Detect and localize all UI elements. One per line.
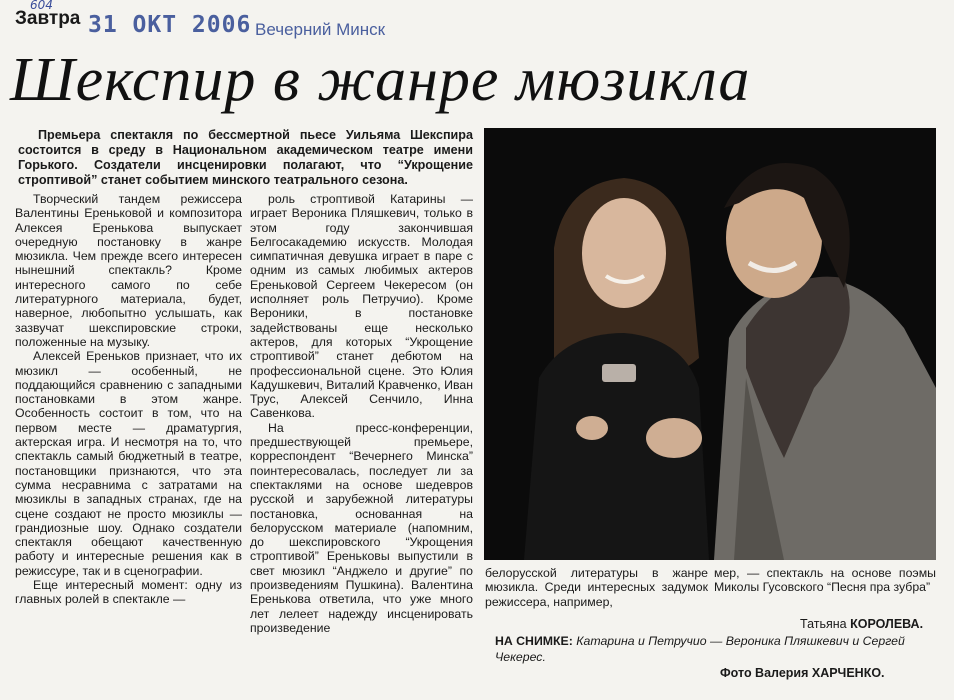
paragraph: мер, — спектакль на основе поэмы Миколы Гусовского “Песня пра зубра” [714,566,936,595]
photo-credit: Фото Валерия ХАРЧЕНКО. [720,666,885,680]
caption-text: Катарина и Петручио — Вероника Пляшкевич и Сергей Чекерес. [495,634,905,664]
article-lead: Премьера спектакля по бессмертной пьесе Уильяма Шекспира состоится в среду в Национальном академическом театре имени Горького. Создатели инсценировки полагают, что “Укрощение строптивой” станет событием минского театрального сезона. [18,128,473,187]
photo-actors-illustration [484,128,936,560]
paragraph: На пресс-конференции, предшествующей премьере, корреспондент “Вечернего Минска” поинтересовалась, последует ли за спектаклями на основе шедевров русской и зарубежной литературы постановка, основанная на белорусском материале (напомним, до шекспировского “Укрощения строптивой” Ереньковы выпустили в свет мюзикл “Анджело и другие” по произведениям Пушкина). Валентина Еренькова ответила, что уже много лет лелеет надежду инсценировать произведение [250,420,473,635]
article-column-4 [714,566,936,596]
paragraph: роль строптивой Катарины — играет Вероника Пляшкевич, только в этом году закончившая Белгосакадемию искусств. Молодая симпатичная девушка играет в паре с одним из самых любимых актеров Ереньковой Сергеем Чекересом (он исполняет роль Петручио). Кроме Вероники, в постановке задействованы еще несколько актеров, для которых “Укрощение строптивой” станет дебютом на профессиональной сцене. Это Юлия Кадушкевич, Виталий Кравченко, Иван Трус, Алексей Сенчило, Инна Савенкова. [250,192,473,421]
paragraph: Творческий тандем режиссера Валентины Ереньковой и композитора Алексея Еренькова выпускает очередную постановку в жанре мюзикла. Чем прежде всего интересен нынешний спектакль? Кроме интересного самого по себе литературного материала, будет, наверное, любопытно услышать, как зазвучат шекспировские строки, положенные на музыку. [15,192,242,349]
section-label: Завтра [15,8,81,29]
date-stamp: 31 ОКТ 2006 [88,12,252,38]
author-first-name: Татьяна [800,617,847,631]
article-column-3: белорусской литературы в жанре мюзикла. Среди интересных задумок режиссера, например, [485,566,708,609]
article-column-2 [250,192,473,700]
article-headline: Шекспир в жанре мюзикла [10,46,751,114]
photo-caption [495,633,935,665]
paragraph: Еще интересный момент: одну из главных ролей в спектакле — [15,578,242,607]
article-column-1 [15,192,242,700]
article-photo [484,128,936,560]
author-byline [800,617,923,631]
paragraph: Алексей Еренькoв признает, что их мюзикл — особенный, не поддающийся сравнению с западными постановками в этом жанре. Особенность состоит в том, что на первом месте — драматургия, актерская игра. И несмотря на то, что спектакль самый бюджетный в театре, постановщики признаются, что эта сумма несравнима с затратами на мюзиклы в западных странах, где на сцене создают не просто мюзиклы — грандиозные шоу. Однако создатели спектакля обещают качественную работу и интересные решения как в режиссуре, так и в сценографии. [15,349,242,578]
handwritten-page-number: 604 [30,0,53,12]
author-last-name: КОРОЛЕВА. [850,617,924,631]
newspaper-stamp: Вечерний Минск [255,20,386,39]
caption-label: НА СНИМКЕ: [495,634,573,648]
